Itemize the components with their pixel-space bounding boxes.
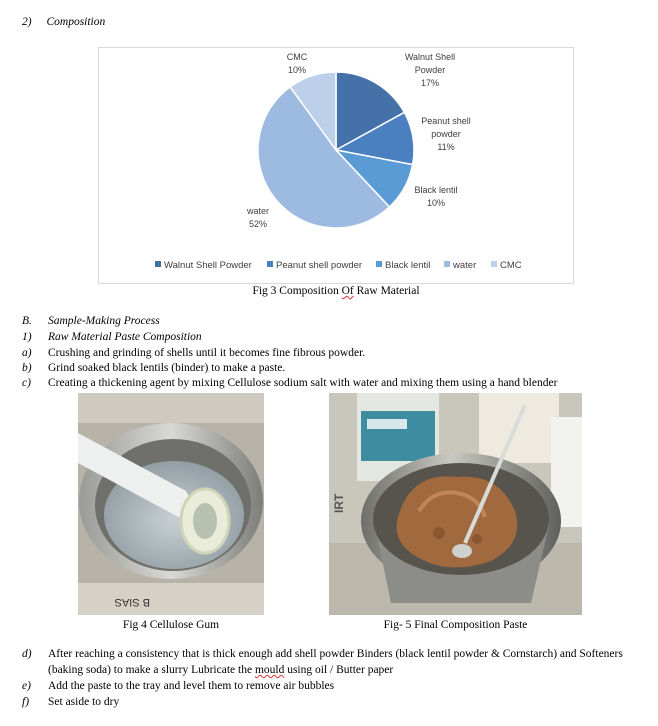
fig3-caption-part2: Of: [341, 285, 354, 297]
step-a-text: Crushing and grinding of shells until it becomes fine fibrous powder.: [48, 347, 366, 359]
label-peanut-name-2: powder: [431, 129, 461, 139]
legend-walnut: Walnut Shell Powder: [164, 260, 252, 271]
legend-swatch-cmc: [491, 261, 497, 267]
cellulose-gum-image: [78, 393, 264, 615]
label-cmc-name: CMC: [286, 52, 308, 62]
step-d-line1: After reaching a consistency that is thick enough add shell powder Binders (black lentil powder & Cornstarch) and Softeners: [48, 648, 623, 660]
subsection-1-number: 1): [22, 331, 32, 343]
subsection-1-title: Raw Material Paste Composition: [48, 331, 202, 343]
label-peanut-value: 11%: [437, 142, 455, 152]
legend-swatch-walnut: [155, 261, 161, 267]
legend-cmc: CMC: [500, 260, 522, 271]
legend-peanut: Peanut shell powder: [276, 260, 363, 271]
svg-text:B SIAS: B SIAS: [114, 596, 150, 608]
step-f-marker: f): [22, 696, 30, 708]
section-heading: [22, 16, 105, 28]
fig4-photo: [78, 393, 264, 615]
step-a-marker: a): [22, 347, 32, 359]
label-water-name: water: [246, 206, 270, 216]
composition-paste-image: [329, 393, 582, 615]
step-f-text: Set aside to dry: [48, 696, 120, 708]
subsection-b-title: Sample-Making Process: [48, 315, 160, 327]
step-c-text: Creating a thickening agent by mixing Cellulose sodium salt with water and mixing them using a hand blender: [48, 377, 558, 389]
section-number: 2): [22, 16, 32, 28]
label-walnut-value: 17%: [420, 78, 440, 88]
fig3-caption-part3: Raw Material: [353, 285, 420, 297]
fig4-caption: Fig 4 Cellulose Gum: [122, 619, 220, 631]
step-d-marker: d): [22, 648, 32, 660]
label-walnut-name-2: Powder: [414, 65, 446, 75]
step-e-marker: e): [22, 680, 31, 692]
step-c-marker: c): [22, 377, 31, 389]
step-d-line2-part3: using oil / Butter paper: [284, 664, 394, 676]
label-lentil-value: 10%: [426, 198, 446, 208]
pie-chart: [99, 48, 573, 283]
step-d-line2: [48, 664, 393, 676]
step-b-marker: b): [22, 362, 32, 374]
step-b-text: Grind soaked black lentils (binder) to make a paste.: [48, 362, 286, 374]
fig3-caption-part1: Fig 3 Composition: [252, 285, 342, 297]
label-lentil-name: Black lentil: [414, 185, 458, 195]
section-title: Composition: [46, 16, 106, 28]
legend-swatch-water: [444, 261, 450, 267]
fig3-caption: [98, 285, 574, 297]
chart-legend: [155, 260, 522, 271]
svg-text:IRT: IRT: [332, 493, 346, 513]
pie-chart-frame: [98, 47, 574, 284]
step-d-line2-part2: mould: [254, 664, 285, 676]
legend-swatch-peanut: [267, 261, 273, 267]
label-peanut-name-1: Peanut shell: [421, 116, 471, 126]
label-cmc-value: 10%: [287, 65, 307, 75]
step-d-line2-part1: (baking soda) to make a slurry Lubricate the: [48, 664, 255, 676]
label-water-value: 52%: [248, 219, 268, 229]
fig5-photo: [329, 393, 582, 615]
legend-water: water: [453, 260, 477, 271]
subsection-b-number: B.: [22, 315, 32, 327]
step-e-text: Add the paste to the tray and level them to remove air bubbles: [48, 680, 335, 692]
legend-lentil: Black lentil: [385, 260, 431, 271]
label-walnut-name-1: Walnut Shell: [404, 52, 456, 62]
legend-swatch-lentil: [376, 261, 382, 267]
fig5-caption: Fig- 5 Final Composition Paste: [383, 619, 528, 631]
